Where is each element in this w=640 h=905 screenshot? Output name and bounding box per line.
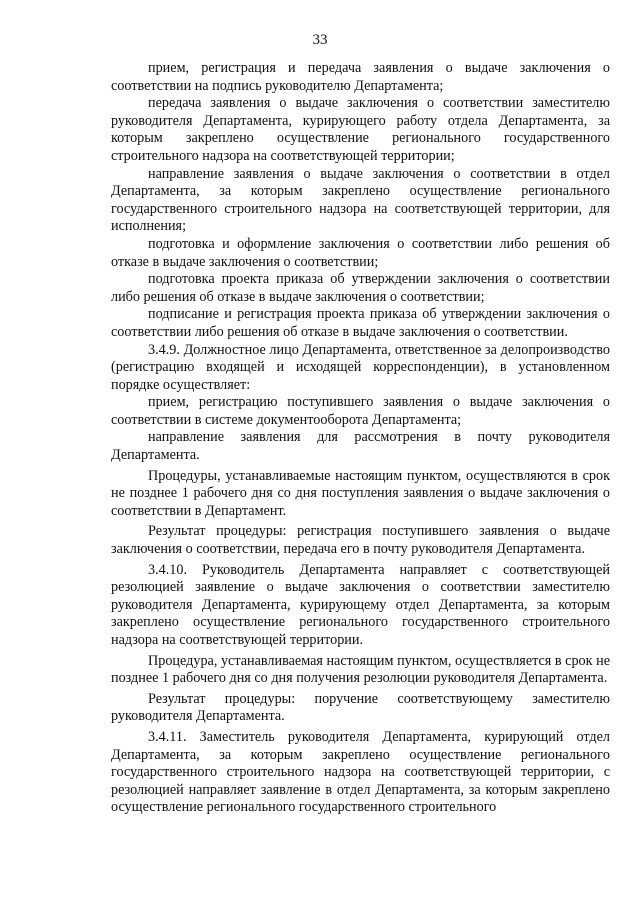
document-body [111,60,610,817]
paragraph-2: передача заявления о выдаче заключения о соответствии заместителю руководителя Департамента, курирующего работу отдела Департамента, за которым закреплено осуществление регионального государственного строительного надзора на соответствующей территории; [111,95,610,164]
paragraph-4: подготовка и оформление заключения о соответствии либо решения об отказе в выдаче заключения о соответствии; [111,235,610,270]
paragraph-9: направление заявления для рассмотрения в почту руководителя Департамента. [111,429,610,464]
paragraph-clause-3-4-9: 3.4.9. Должностное лицо Департамента, ответственное за делопроизводство (регистрацию входящей и исходящей корреспонденции), в установленном порядке осуществляет: [111,341,610,393]
paragraph-clause-3-4-10: 3.4.10. Руководитель Департамента направляет с соответствующей резолюцией заявление о выдаче заключения о соответствии заместителю руководителя Департамента, курирующему отдел Департамента, за которым закреплено осуществление регионального государственного строительного надзора на соответствующей территории. [111,561,610,648]
page-number: 33 [312,32,328,48]
paragraph-8: прием, регистрацию поступившего заявления о выдаче заключения о соответствии в системе документооборота Департамента; [111,394,610,428]
paragraph-5: подготовка проекта приказа об утверждении заключения о соответствии либо решения об отказе в выдаче заключения о соответствии; [111,271,610,305]
paragraph-14: Результат процедуры: поручение соответствующему заместителю руководителя Департамента. [111,690,610,725]
paragraph-11: Результат процедуры: регистрация поступившего заявления о выдаче заключения о соответствии, передача его в почту руководителя Департамента. [111,523,610,558]
paragraph-6: подписание и регистрация проекта приказа об утверждении заключения о соответствии либо решения об отказе в выдаче заключения о соответствии. [111,306,610,340]
paragraph-10: Процедуры, устанавливаемые настоящим пунктом, осуществляются в срок не позднее 1 рабочего дня со дня поступления заявления о выдаче заключения о соответствии в Департамент. [111,467,610,519]
paragraph-1: прием, регистрация и передача заявления о выдаче заключения о соответствии на подпись руководителю Департамента; [111,60,610,94]
paragraph-clause-3-4-11: 3.4.11. Заместитель руководителя Департамента, курирующий отдел Департамента, за которым закреплено осуществление региональногo государственного строительного надзора на соответствующей территории, с резолюцией направляет заявление в отдел Департамента, за которым закреплено осуществление регионального государственного строительного [111,728,610,816]
paragraph-3: направление заявления о выдаче заключения о соответствии в отдел Департамента, за которым закреплено осуществление регионального государственного строительного надзора на соответствующей территории, для исполнения; [111,165,610,235]
paragraph-13: Процедура, устанавливаемая настоящим пунктом, осуществляется в срок не позднее 1 рабочего дня со дня получения резолюции руководителя Департамента. [111,652,610,687]
